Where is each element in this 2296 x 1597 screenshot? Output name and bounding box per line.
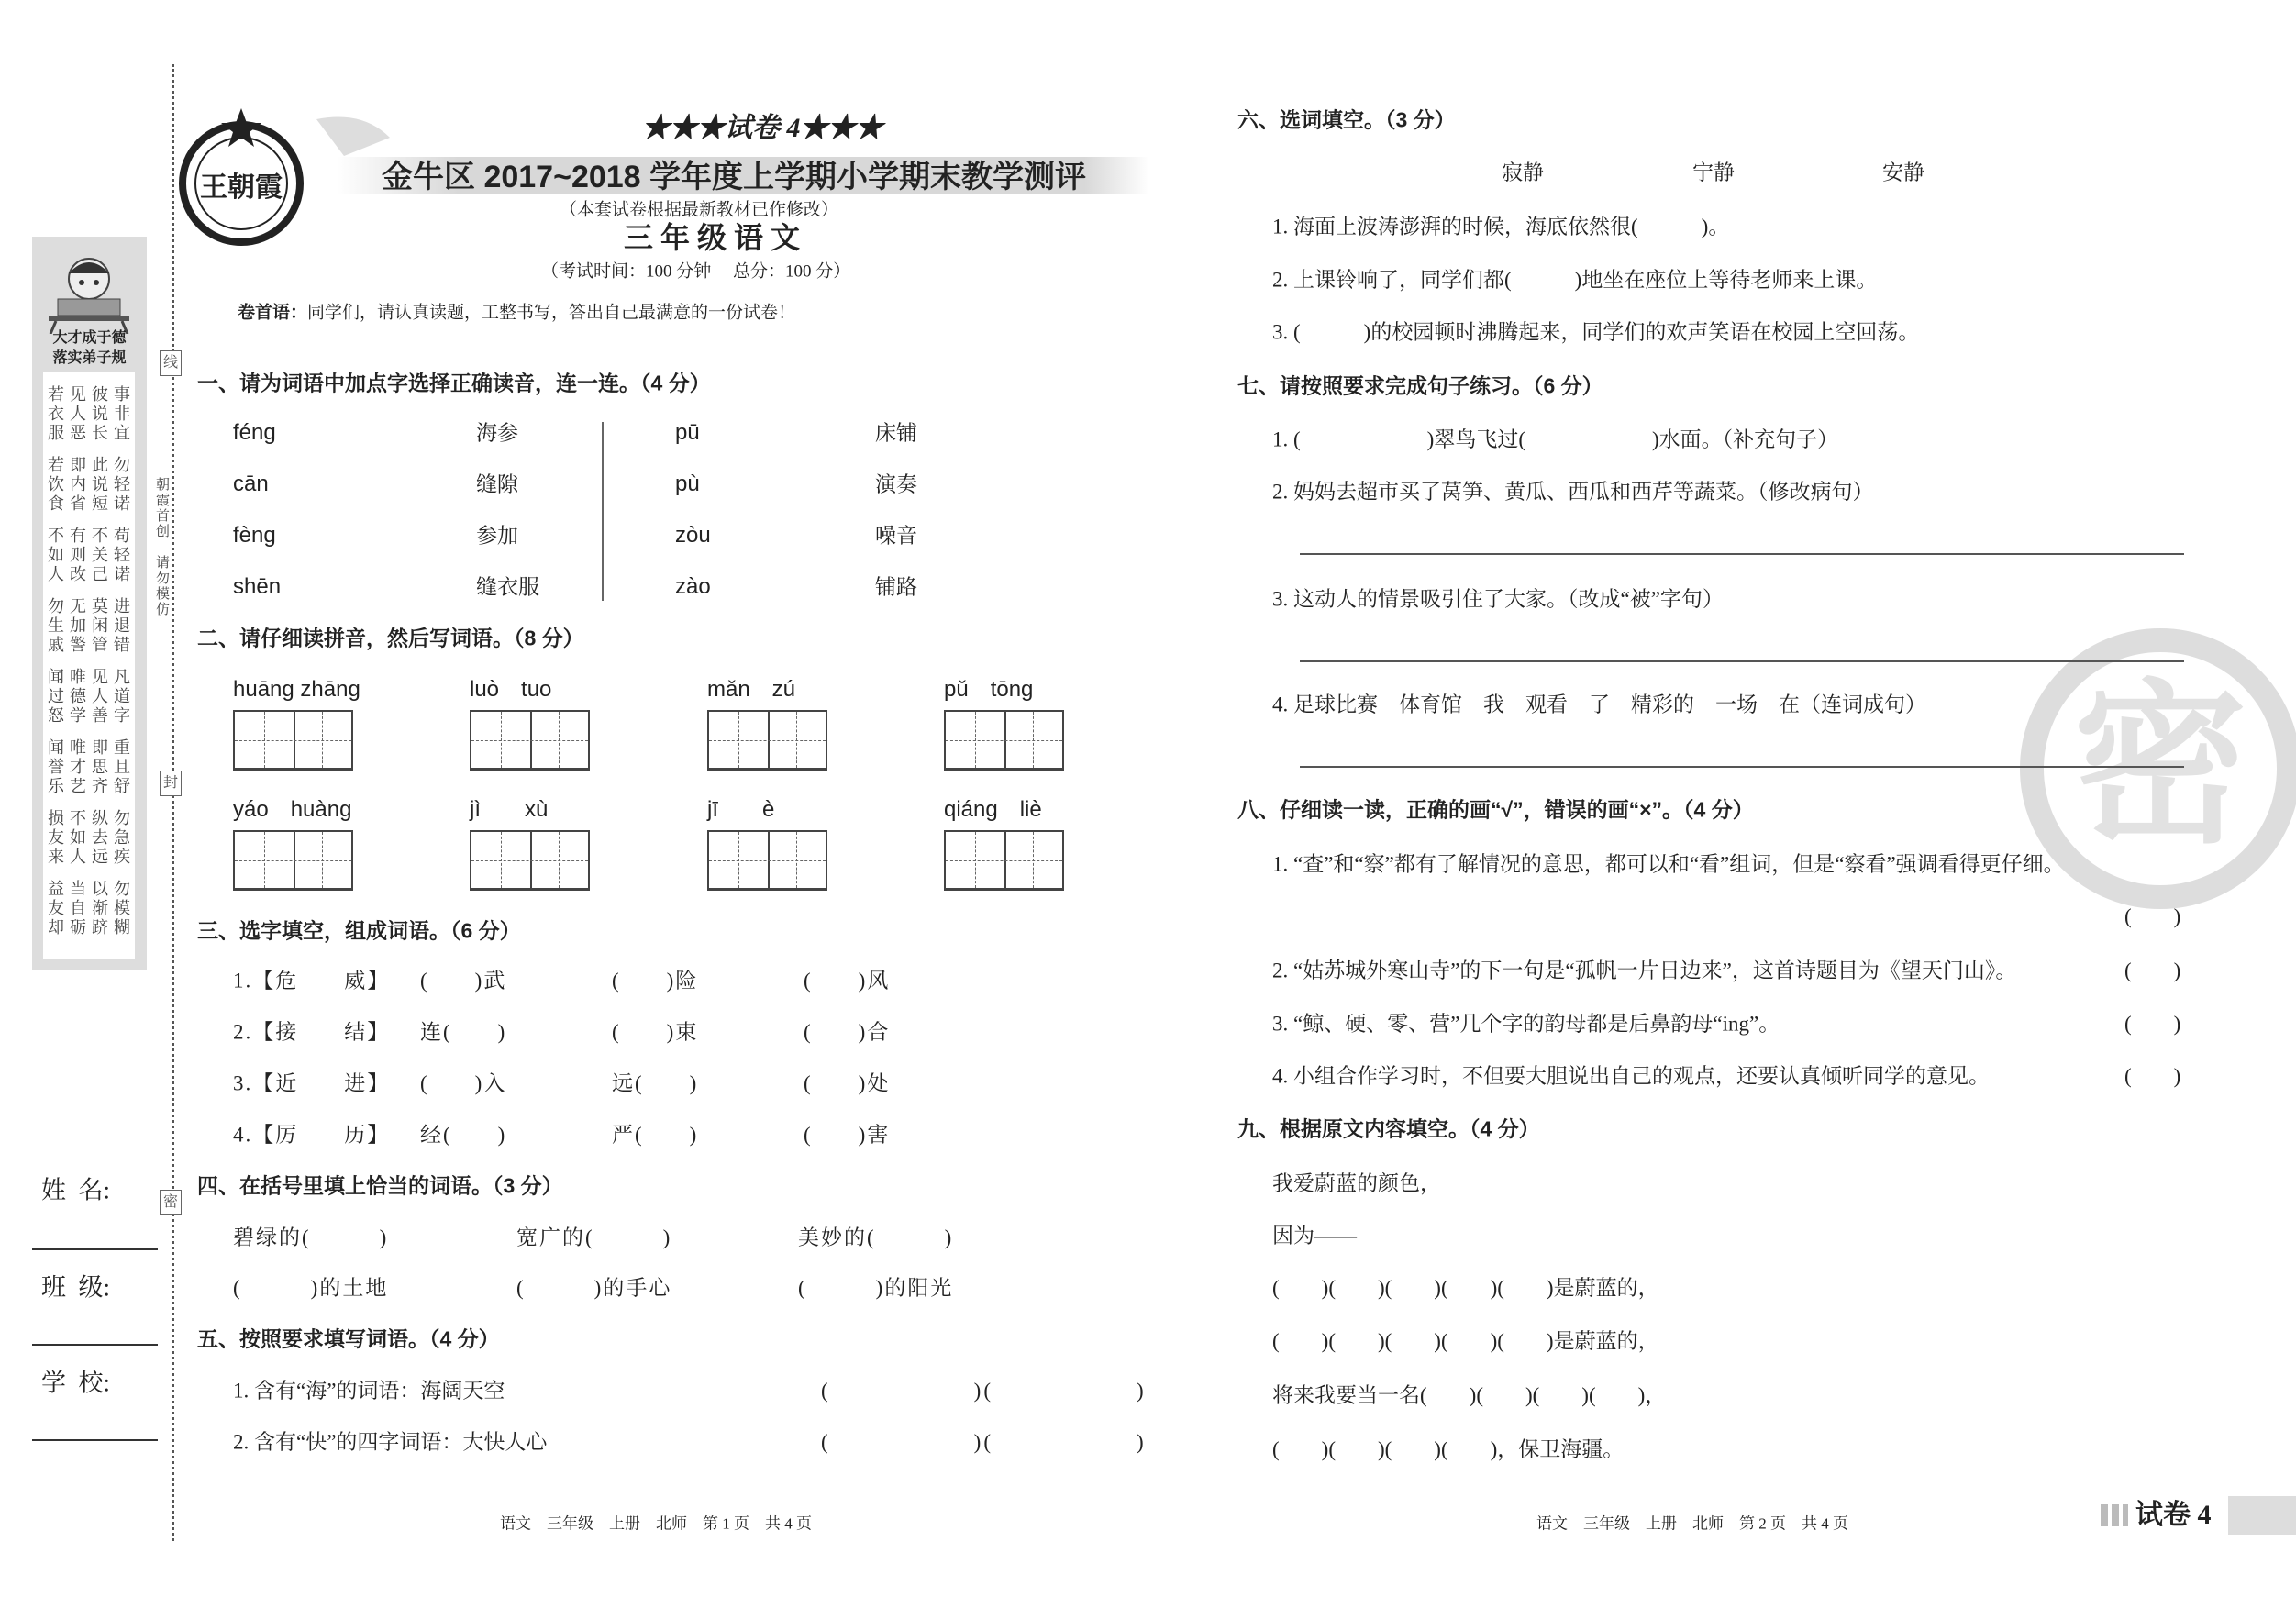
paper-badge: 试卷 4 — [2135, 1500, 2212, 1530]
grid-guide — [946, 740, 1062, 741]
verse-char: 饮 — [48, 475, 64, 494]
verse-char: 若 — [48, 385, 64, 404]
answer-line-4[interactable] — [1300, 766, 2184, 768]
verse-char: 友 — [48, 899, 64, 917]
section-8-blank-1[interactable]: ( ) — [2124, 904, 2181, 928]
tianzige-grid[interactable] — [707, 710, 827, 771]
fill-blank[interactable]: ( )风 — [804, 969, 891, 993]
name-label: 姓 名: — [41, 1176, 111, 1204]
verse-char: 以 — [92, 880, 108, 898]
verse-char: 非 — [114, 405, 130, 423]
section-7-title: 七、请按照要求完成句子练习。（6 分） — [1237, 373, 1603, 398]
verse-char: 生 — [48, 616, 64, 635]
verse-char: 重 — [114, 738, 130, 757]
verse-char: 苟 — [114, 527, 130, 545]
tianzige-grid[interactable] — [707, 830, 827, 891]
poem-line-3[interactable]: ( )( )( )( )( )是蔚蓝的， — [1272, 1276, 1659, 1300]
char-choice: 2.【接 结】 — [233, 1020, 391, 1044]
verse-char: 誉 — [48, 758, 64, 776]
preface-label: 卷首语： — [238, 303, 308, 323]
verse-char: 跻 — [92, 918, 108, 937]
verse-char: 食 — [48, 494, 64, 513]
word-option[interactable]: 噪音 — [875, 524, 917, 548]
verse-char: 闻 — [48, 668, 64, 686]
fill-blank[interactable]: ( )合 — [804, 1020, 891, 1044]
verse-char: 服 — [48, 424, 64, 442]
verse-char: 即 — [92, 738, 108, 757]
verse-char: 自 — [70, 899, 86, 917]
section-7-item-2: 2. 妈妈去超市买了莴笋、黄瓜、西瓜和西芹等蔬菜。（修改病句） — [1272, 480, 1874, 504]
fill-blank[interactable]: 连( ) — [420, 1020, 507, 1044]
exam-title: 金牛区 2017~2018 学年度上学期小学期末教学测评 — [382, 160, 1087, 194]
school-field[interactable] — [32, 1439, 158, 1441]
binding-line — [172, 64, 174, 1541]
cut-mark-feng: 封 — [160, 771, 182, 796]
verse-char: 思 — [92, 758, 108, 776]
answer-line-3[interactable] — [1300, 660, 2184, 662]
poem-line-5[interactable]: 将来我要当一名( )( )( )( )， — [1272, 1383, 1667, 1407]
section-7-item-1: 1. ( )翠鸟飞过( )水面。（补充句子） — [1272, 427, 1839, 451]
cut-mark-xian: 线 — [160, 350, 182, 376]
verse-char: 字 — [114, 706, 130, 725]
word-option[interactable]: 铺路 — [875, 575, 917, 599]
fill-blank[interactable]: ( )险 — [612, 969, 699, 993]
pinyin-option[interactable]: pù — [675, 471, 700, 496]
fill-blank[interactable]: ( )的阳光 — [798, 1276, 954, 1300]
word-option[interactable]: 床铺 — [875, 421, 917, 445]
verse-char: 说 — [92, 475, 108, 494]
verse-char: 道 — [114, 687, 130, 705]
verse-char: 才 — [70, 758, 86, 776]
tianzige-grid[interactable] — [233, 830, 353, 891]
verse-char: 急 — [114, 828, 130, 847]
watermark-glyph: 密 — [2072, 671, 2248, 864]
section-7-item-4: 4. 足球比赛 体育馆 我 观看 了 精彩的 一场 在（连词成句） — [1272, 693, 1926, 716]
fill-blank[interactable]: 严( ) — [612, 1123, 699, 1147]
poem-line-2: 因为—— — [1272, 1224, 1357, 1248]
tianzige-grid[interactable] — [470, 710, 590, 771]
motto-line-1: 大才成于德 — [52, 330, 127, 346]
section-8-item-2: 2. “姑苏城外寒山寺”的下一句是“孤帆一片日边来”，这首诗题目为《望天门山》。 — [1272, 959, 2017, 982]
verse-char: 乐 — [48, 777, 64, 795]
word-option[interactable]: 演奏 — [875, 472, 917, 496]
verse-char: 如 — [70, 828, 86, 847]
grid-guide — [946, 860, 1062, 861]
section-8-blank-4[interactable]: ( ) — [2124, 1064, 2181, 1088]
verse-group — [45, 809, 133, 867]
verse-char: 唯 — [70, 738, 86, 757]
verse-char: 糊 — [114, 918, 130, 937]
fill-blank[interactable]: ( )害 — [804, 1123, 891, 1147]
verse-char: 勿 — [48, 597, 64, 616]
verse-char: 益 — [48, 880, 64, 898]
section-9-title: 九、根据原文内容填空。（4 分） — [1237, 1116, 1540, 1141]
section-7-item-3: 3. 这动人的情景吸引住了大家。（改成“被”字句） — [1272, 587, 1724, 611]
motto-line-2: 落实弟子规 — [52, 350, 127, 366]
verse-char: 不 — [92, 527, 108, 545]
verse-char: 莫 — [92, 597, 108, 616]
verse-char: 人 — [70, 405, 86, 423]
class-field[interactable] — [32, 1344, 158, 1346]
grid-guide — [709, 740, 826, 741]
section-5-item-2: 2. 含有“快”的四字词语：大快人心 — [233, 1430, 548, 1454]
pinyin-prompt: pǔ tōng — [944, 677, 1034, 702]
pinyin-prompt: huāng zhāng — [233, 677, 360, 702]
verse-char: 恶 — [70, 424, 86, 442]
verse-group — [45, 456, 133, 514]
word-choice-1: 寂静 — [1502, 161, 1544, 184]
verse-char: 有 — [70, 527, 86, 545]
name-field[interactable] — [32, 1248, 158, 1250]
verse-char: 怒 — [48, 706, 64, 725]
pinyin-option[interactable]: féng — [233, 420, 276, 445]
verse-char: 人 — [92, 687, 108, 705]
answer-line-2[interactable] — [1300, 553, 2184, 555]
page-1-footer: 语文 三年级 上册 北师 第 1 页 共 4 页 — [500, 1514, 812, 1533]
verse-char: 事 — [114, 385, 130, 404]
pinyin-prompt: mǎn zú — [707, 677, 796, 702]
verse-char: 闲 — [92, 616, 108, 635]
verse-char: 人 — [48, 565, 64, 583]
verse-char: 不 — [48, 527, 64, 545]
char-choice: 1.【危 威】 — [233, 969, 391, 993]
verse-group — [45, 385, 133, 443]
section-6-item-1: 1. 海面上波涛澎湃的时候，海底依然很( )。 — [1272, 215, 1730, 238]
verse-char: 模 — [114, 899, 130, 917]
verse-char: 艺 — [70, 777, 86, 795]
badge-decor — [2101, 1504, 2128, 1526]
fill-blank[interactable]: ( )束 — [612, 1020, 699, 1044]
verse-char: 见 — [92, 668, 108, 686]
section-1-divider — [602, 422, 604, 601]
fill-blank[interactable]: ( )的手心 — [516, 1276, 672, 1300]
pinyin-prompt: qiáng liè — [944, 797, 1042, 822]
poem-line-6[interactable]: ( )( )( )( )，保卫海疆。 — [1272, 1437, 1625, 1461]
dizigui-verses — [43, 372, 135, 959]
verse-char: 远 — [92, 848, 108, 866]
section-8-title: 八、仔细读一读，正确的画“√”，错误的画“×”。（4 分） — [1237, 797, 1754, 822]
verse-char: 凡 — [114, 668, 130, 686]
pinyin-option[interactable]: pū — [675, 420, 700, 445]
revision-note: （本套试卷根据最新教材已作修改） — [560, 200, 839, 220]
verse-char: 损 — [48, 809, 64, 827]
section-8-blank-2[interactable]: ( ) — [2124, 959, 2181, 982]
verse-char: 砺 — [70, 918, 86, 937]
grid-guide — [235, 740, 351, 741]
pinyin-prompt: jī è — [707, 797, 775, 822]
verse-char: 衣 — [48, 405, 64, 423]
verse-char: 改 — [70, 565, 86, 583]
section-5-item-1: 1. 含有“海”的词语：海阔天空 — [233, 1379, 505, 1403]
verse-char: 错 — [114, 636, 130, 654]
verse-char: 却 — [48, 918, 64, 937]
verse-char: 德 — [70, 687, 86, 705]
pinyin-prompt: yáo huàng — [233, 797, 352, 822]
page-2-footer: 语文 三年级 上册 北师 第 2 页 共 4 页 — [1536, 1514, 1848, 1533]
verse-char: 当 — [70, 880, 86, 898]
verse-char: 来 — [48, 848, 64, 866]
verse-char: 加 — [70, 616, 86, 635]
char-choice: 4.【厉 历】 — [233, 1123, 391, 1147]
verse-char: 关 — [92, 546, 108, 564]
verse-char: 警 — [70, 636, 86, 654]
pinyin-option[interactable]: cān — [233, 471, 269, 496]
verse-char: 彼 — [92, 385, 108, 404]
section-2-title: 二、请仔细读拼音，然后写词语。（8 分） — [197, 626, 584, 650]
tianzige-grid[interactable] — [944, 830, 1064, 891]
verse-char: 疾 — [114, 848, 130, 866]
verse-char: 短 — [92, 494, 108, 513]
word-option[interactable]: 参加 — [476, 524, 518, 548]
verse-char: 进 — [114, 597, 130, 616]
section-6-item-3: 3. ( )的校园顿时沸腾起来，同学们的欢声笑语在校园上空回荡。 — [1272, 320, 1920, 344]
verse-char: 宜 — [114, 424, 130, 442]
section-5-blank-2[interactable]: ( )( ) — [821, 1430, 1147, 1454]
tianzige-grid[interactable] — [233, 710, 353, 771]
pinyin-option[interactable]: fèng — [233, 523, 276, 548]
verse-char: 闻 — [48, 738, 64, 757]
pinyin-option[interactable]: zòu — [675, 523, 711, 548]
verse-char: 去 — [92, 828, 108, 847]
fill-blank[interactable]: 宽广的( ) — [516, 1225, 672, 1249]
copyright-note: 朝霞首创 请勿模仿 — [154, 477, 169, 617]
verse-char: 且 — [114, 758, 130, 776]
section-8-item-3: 3. “鲸、硬、零、营”几个字的韵母都是后鼻韵母“ing”。 — [1272, 1012, 1780, 1036]
verse-char: 学 — [70, 706, 86, 725]
pinyin-option[interactable]: shēn — [233, 574, 282, 599]
verse-char: 退 — [114, 616, 130, 635]
verse-group — [45, 527, 133, 584]
word-option[interactable]: 缝隙 — [476, 472, 518, 496]
fill-blank[interactable]: ( )入 — [420, 1071, 507, 1095]
poem-line-4[interactable]: ( )( )( )( )( )是蔚蓝的， — [1272, 1329, 1659, 1353]
section-8-blank-3[interactable]: ( ) — [2124, 1012, 2181, 1036]
fill-blank[interactable]: ( )处 — [804, 1071, 891, 1095]
poem-line-1: 我爱蔚蓝的颜色， — [1272, 1171, 1441, 1195]
verse-char: 如 — [48, 546, 64, 564]
dizigui-sidebar — [32, 237, 147, 970]
section-3-title: 三、选字填空，组成词语。（6 分） — [197, 918, 521, 943]
verse-char: 省 — [70, 494, 86, 513]
verse-group — [45, 880, 133, 937]
section-5-blank-1[interactable]: ( )( ) — [821, 1379, 1147, 1403]
grid-guide — [471, 740, 588, 741]
paper-number: ★★★试卷 4★★★ — [642, 113, 883, 143]
cut-mark-mi: 密 — [160, 1190, 182, 1215]
verse-char: 人 — [70, 848, 86, 866]
preface — [238, 305, 795, 322]
badge-block — [2228, 1496, 2296, 1535]
verse-char: 长 — [92, 424, 108, 442]
exam-info: （考试时间：100 分钟 总分：100 分） — [541, 261, 851, 282]
verse-char: 此 — [92, 456, 108, 474]
word-choice-2: 宁静 — [1692, 161, 1735, 184]
section-8-item-4: 4. 小组合作学习时，不但要大胆说出自己的观点，还要认真倾听同学的意见。 — [1272, 1064, 1990, 1088]
student-illustration-icon — [32, 242, 147, 334]
pinyin-prompt: luò tuo — [470, 677, 552, 702]
grid-guide — [471, 860, 588, 861]
verse-char: 不 — [70, 809, 86, 827]
verse-char: 说 — [92, 405, 108, 423]
fill-blank[interactable]: ( )的土地 — [233, 1276, 389, 1300]
verse-char: 轻 — [114, 546, 130, 564]
grid-guide — [709, 860, 826, 861]
word-option[interactable]: 海参 — [476, 421, 518, 445]
verse-char: 见 — [70, 385, 86, 404]
section-1-title: 一、请为词语中加点字选择正确读音，连一连。（4 分） — [197, 371, 711, 395]
verse-char: 善 — [92, 706, 108, 725]
fill-blank[interactable]: ( )武 — [420, 969, 507, 993]
verse-char: 诺 — [114, 565, 130, 583]
fill-blank[interactable]: 美妙的( ) — [798, 1225, 954, 1249]
verse-char: 纵 — [92, 809, 108, 827]
fill-blank[interactable]: 远( ) — [612, 1071, 699, 1095]
section-6-item-2: 2. 上课铃响了，同学们都( )地坐在座位上等待老师来上课。 — [1272, 268, 1878, 292]
verse-char: 戚 — [48, 636, 64, 654]
class-label: 班 级: — [41, 1273, 111, 1302]
verse-char: 若 — [48, 456, 64, 474]
verse-char: 诺 — [114, 494, 130, 513]
subject-title: 三 年 级 语 文 — [624, 221, 801, 254]
verse-group — [45, 668, 133, 726]
verse-char: 内 — [70, 475, 86, 494]
char-choice: 3.【近 进】 — [233, 1071, 391, 1095]
verse-char: 唯 — [70, 668, 86, 686]
tianzige-grid[interactable] — [944, 710, 1064, 771]
section-5-title: 五、按照要求填写词语。（4 分） — [197, 1326, 500, 1351]
fill-blank[interactable]: 经( ) — [420, 1123, 507, 1147]
verse-char: 勿 — [114, 809, 130, 827]
verse-char: 友 — [48, 828, 64, 847]
verse-char: 即 — [70, 456, 86, 474]
preface-text: 同学们，请认真读题，工整书写，答出自己最满意的一份试卷！ — [307, 303, 796, 323]
verse-char: 无 — [70, 597, 86, 616]
verse-char: 则 — [70, 546, 86, 564]
pinyin-option[interactable]: zào — [675, 574, 711, 599]
word-option[interactable]: 缝衣服 — [476, 575, 539, 599]
fill-blank[interactable]: 碧绿的( ) — [233, 1225, 389, 1249]
section-4-title: 四、在括号里填上恰当的词语。（3 分） — [197, 1173, 563, 1198]
svg-text:王朝霞: 王朝霞 — [200, 172, 283, 203]
tianzige-grid[interactable] — [470, 830, 590, 891]
verse-char: 齐 — [92, 777, 108, 795]
verse-char: 己 — [92, 565, 108, 583]
word-choice-3: 安静 — [1882, 161, 1924, 184]
verse-char: 管 — [92, 636, 108, 654]
section-6-title: 六、选词填空。（3 分） — [1237, 107, 1456, 132]
verse-char: 勿 — [114, 880, 130, 898]
verse-char: 轻 — [114, 475, 130, 494]
verse-char: 舒 — [114, 777, 130, 795]
verse-group — [45, 738, 133, 796]
verse-char: 过 — [48, 687, 64, 705]
verse-char: 渐 — [92, 899, 108, 917]
pinyin-prompt: jì xù — [470, 797, 549, 822]
section-8-item-1: 1. “查”和“察”都有了解情况的意思，都可以和“看”组词，但是“察看”强调看得更仔细。 — [1272, 852, 2065, 876]
grid-guide — [235, 860, 351, 861]
verse-group — [45, 597, 133, 655]
verse-char: 勿 — [114, 456, 130, 474]
school-label: 学 校: — [41, 1369, 111, 1397]
